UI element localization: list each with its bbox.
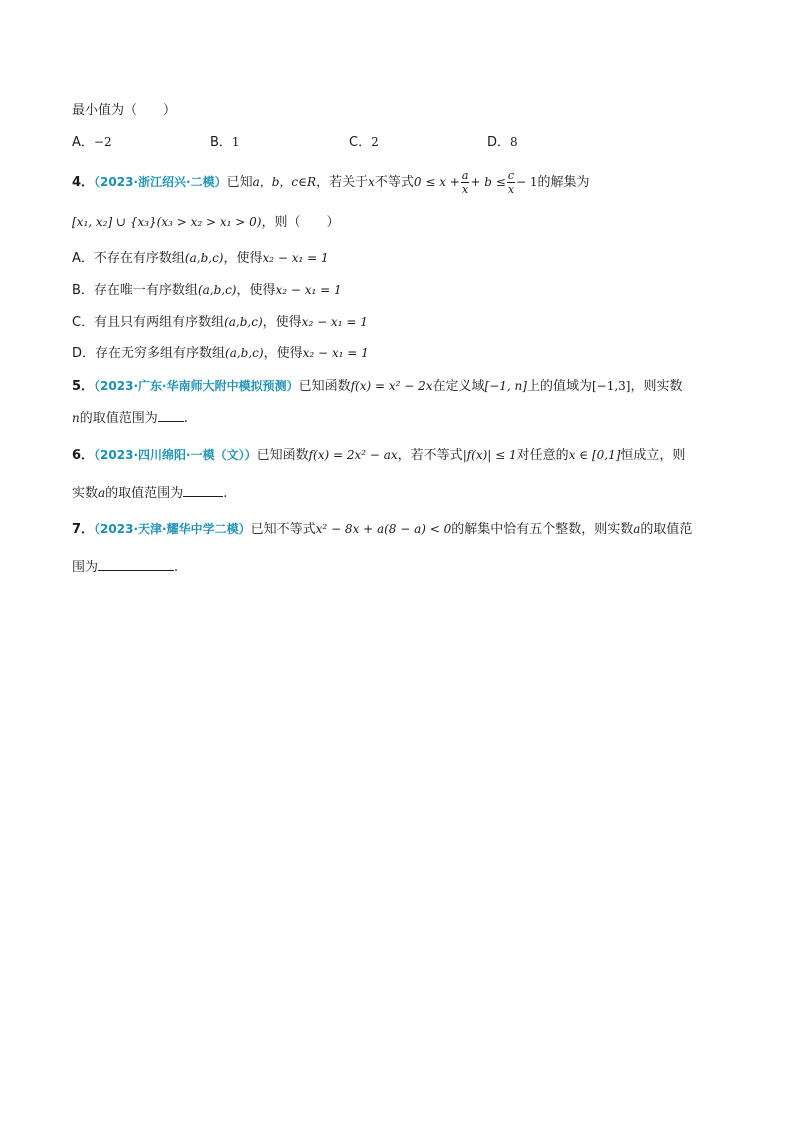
stem-text: 的取值范	[640, 522, 693, 537]
stem-text: 已知不等式	[250, 522, 316, 537]
option-value: 8	[510, 135, 518, 149]
q6-stem	[72, 445, 685, 466]
q3-option-a[interactable]	[72, 132, 112, 153]
math-solution-set: [x₁, x₂] ∪ {x₃}(x₃ > x₂ > x₁ > 0)	[72, 215, 262, 229]
stem-text: 的解集为	[537, 175, 590, 190]
question-source: （2023·浙江绍兴·二模）	[94, 175, 227, 189]
math-tuple: (a,b,c)	[225, 346, 264, 360]
math-condition: x₂ − x₁ = 1	[262, 251, 329, 265]
answer-blank[interactable]	[158, 407, 184, 422]
fraction-numerator: a	[461, 169, 469, 182]
stem-text: ，若不等式	[397, 448, 463, 463]
answer-blank[interactable]	[183, 482, 223, 497]
question-number: 4．	[72, 175, 95, 190]
stem-text: 围为	[72, 560, 99, 575]
stem-text: 已知函数	[298, 379, 351, 394]
option-text: ，使得	[223, 251, 263, 266]
question-number: 7．	[72, 522, 95, 537]
q3-option-b[interactable]	[210, 132, 240, 153]
stem-text: ，则（ ）	[261, 215, 340, 230]
option-text: 有且只有两组有序数组	[94, 315, 225, 330]
option-label: B．	[210, 135, 232, 150]
math-inequality: x² − 8x + a(8 − a) < 0	[315, 522, 452, 536]
stem-text: 的取值范围为	[79, 411, 158, 426]
question-number: 5．	[72, 379, 95, 394]
fraction-denominator: x	[507, 183, 515, 196]
math-var-x: x	[368, 175, 375, 189]
math-condition: x₂ − x₁ = 1	[301, 315, 368, 329]
math-inequality: − 1	[516, 175, 538, 189]
option-value: 2	[371, 135, 379, 149]
option-text: 存在无穷多组有序数组	[95, 346, 226, 361]
math-function: f(x) = x² − 2x	[350, 379, 433, 393]
option-label: C．	[349, 135, 372, 150]
question-number: 6．	[72, 448, 95, 463]
q3-stem-tail	[72, 101, 176, 121]
math-condition: x₂ − x₁ = 1	[302, 346, 369, 360]
math-tuple: (a,b,c)	[224, 315, 263, 329]
math-range: [−1,3]	[591, 379, 631, 393]
option-label: A．	[72, 251, 94, 266]
q4-option-c[interactable]	[72, 312, 368, 333]
stem-text: .	[223, 486, 228, 501]
option-label: D．	[487, 135, 511, 150]
q5-stem-cont	[72, 407, 188, 429]
stem-text: 已知	[226, 175, 253, 190]
fraction-a-over-x	[461, 169, 470, 196]
math-inequality: 0 ≤ x +	[413, 175, 460, 189]
math-function: f(x) = 2x² − ax	[308, 448, 398, 462]
stem-text: 对任意的	[516, 448, 569, 463]
math-vars: a，b，c∈R	[252, 175, 317, 189]
stem-text: ，若关于	[316, 175, 369, 190]
q7-stem	[72, 519, 692, 540]
question-source: （2023·四川绵阳·一模（文））	[94, 448, 257, 462]
stem-text: 实数	[72, 486, 99, 501]
option-text: ，使得	[262, 315, 302, 330]
math-var-a: a	[98, 486, 106, 500]
math-condition: x ∈ [0,1]	[568, 448, 621, 462]
q6-stem-cont	[72, 482, 227, 504]
option-text: ，使得	[263, 346, 303, 361]
option-label: C．	[72, 315, 95, 330]
stem-text: 的解集中恰有五个整数，则实数	[451, 522, 634, 537]
q3-tail-text: 最小值为（ ）	[72, 103, 177, 118]
math-inequality: |f(x)| ≤ 1	[462, 448, 517, 462]
q3-option-d[interactable]	[487, 132, 518, 153]
q5-stem	[72, 376, 683, 397]
option-text: 不存在有序数组	[93, 251, 185, 266]
stem-text: 在定义域	[432, 379, 485, 394]
stem-text: 已知函数	[256, 448, 309, 463]
stem-text: .	[183, 411, 188, 426]
question-source: （2023·广东·华南师大附中模拟预测）	[94, 379, 299, 393]
math-domain: [−1, n]	[484, 379, 527, 393]
q4-stem	[72, 169, 590, 196]
q4-stem-cont	[72, 212, 339, 233]
math-var-a: a	[633, 522, 641, 536]
q4-option-a[interactable]	[72, 248, 329, 269]
fraction-numerator: c	[507, 169, 515, 182]
math-tuple: (a,b,c)	[184, 251, 224, 265]
math-tuple: (a,b,c)	[197, 283, 237, 297]
answer-blank[interactable]	[98, 556, 174, 571]
stem-text: 恒成立，则	[620, 448, 686, 463]
question-source: （2023·天津·耀华中学二模）	[94, 522, 251, 536]
math-condition: x₂ − x₁ = 1	[275, 283, 342, 297]
fraction-denominator: x	[462, 183, 469, 196]
q4-option-b[interactable]	[72, 280, 342, 301]
option-label: B．	[72, 283, 94, 298]
math-var-n: n	[72, 411, 80, 425]
stem-text: 上的值域为	[526, 379, 592, 394]
stem-text: 的取值范围为	[105, 486, 184, 501]
option-label: D．	[72, 346, 96, 361]
option-text: 存在唯一有序数组	[93, 283, 198, 298]
math-inequality: + b ≤	[470, 175, 506, 189]
option-label: A．	[72, 135, 94, 150]
q7-stem-cont	[72, 556, 178, 578]
fraction-c-over-x	[507, 169, 515, 196]
stem-text: .	[174, 560, 179, 575]
q4-option-d[interactable]	[72, 343, 369, 364]
option-value: 1	[231, 135, 240, 149]
q3-option-c[interactable]	[349, 132, 379, 153]
stem-text: 不等式	[374, 175, 414, 190]
option-value: −2	[93, 135, 112, 149]
option-text: ，使得	[236, 283, 276, 298]
stem-text: ，则实数	[630, 379, 683, 394]
